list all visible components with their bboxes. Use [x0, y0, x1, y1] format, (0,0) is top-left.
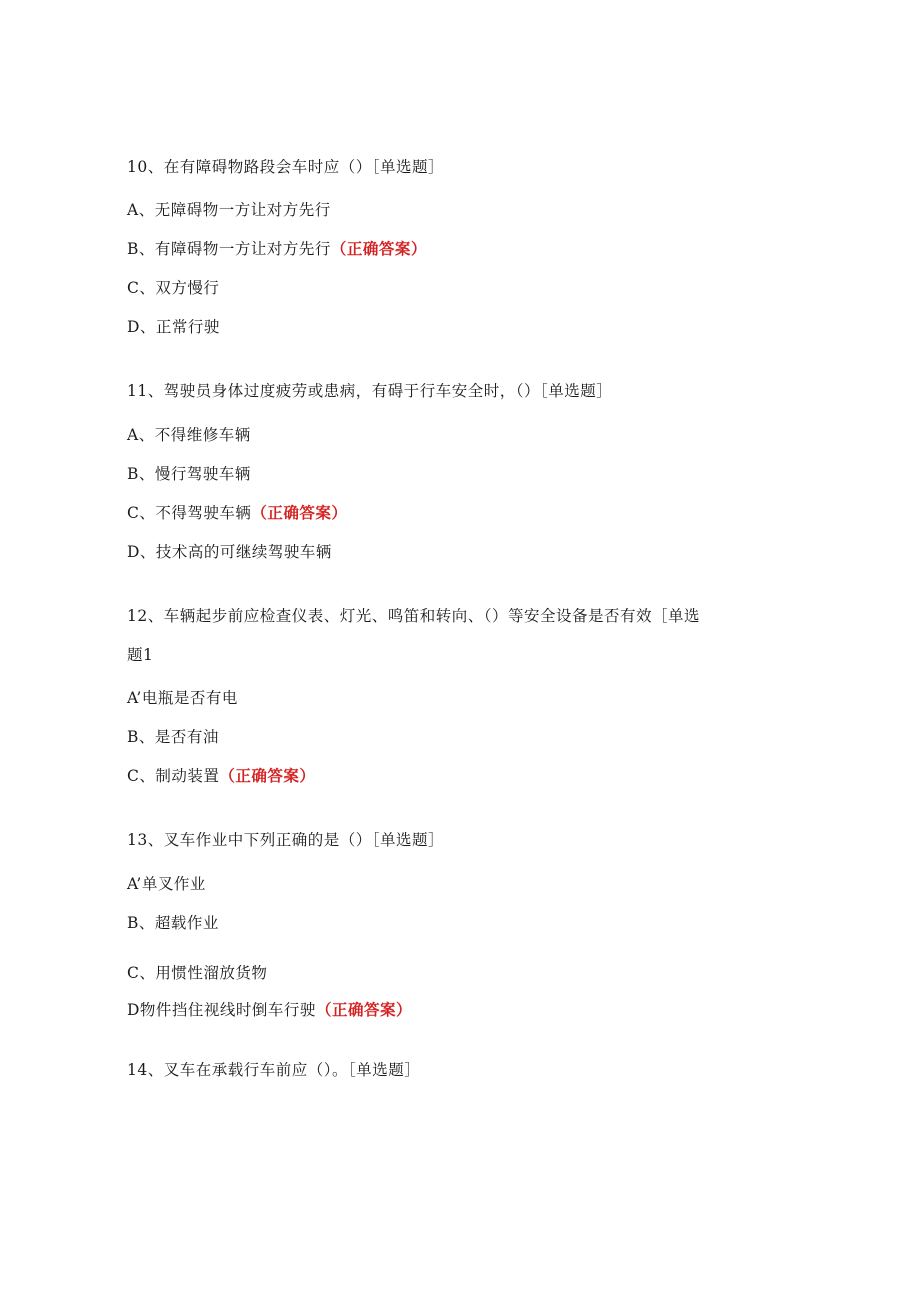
option: A’电瓶是否有电 — [127, 689, 238, 707]
question-stem: 14、叉车在承载行车前应（）。［单选题］ — [127, 1061, 421, 1079]
option-correct — [127, 1000, 412, 1020]
question-stem: 11、驾驶员身体过度疲劳或患病，有碍于行车安全时，（）［单选题］ — [127, 382, 613, 400]
option: D、正常行驶 — [127, 318, 220, 336]
question-stem-continuation: 题1 — [127, 646, 154, 664]
correct-answer-label: （正确答案） — [330, 240, 427, 258]
option: B、超载作业 — [127, 914, 219, 932]
option: B、慢行驾驶车辆 — [127, 465, 251, 483]
question-stem: 13、叉车作业中下列正确的是（）［单选题］ — [127, 831, 444, 849]
option: C、用惯性溜放货物 — [127, 964, 268, 982]
option: D、技术高的可继续驾驶车辆 — [127, 543, 332, 561]
question-stem: 12、车辆起步前应检查仪表、灯光、鸣笛和转向、（）等安全设备是否有效［单选 — [127, 607, 700, 625]
option: A’单叉作业 — [127, 875, 206, 893]
option-text: D物件挡住视线时倒车行驶 — [127, 1001, 316, 1019]
option-correct — [127, 766, 315, 786]
correct-answer-label: （正确答案） — [219, 767, 316, 785]
correct-answer-label: （正确答案） — [315, 1001, 412, 1019]
correct-answer-label: （正确答案） — [251, 504, 348, 522]
option: A、无障碍物一方让对方先行 — [127, 201, 331, 219]
option-text: C、制动装置 — [127, 767, 220, 785]
option: B、是否有油 — [127, 728, 219, 746]
option: A、不得维修车辆 — [127, 426, 251, 444]
option-text: B、有障碍物一方让对方先行 — [127, 240, 331, 258]
option-correct — [127, 503, 347, 523]
option: C、双方慢行 — [127, 279, 220, 297]
option-correct — [127, 239, 427, 259]
question-stem: 10、在有障碍物路段会车时应（）［单选题］ — [127, 158, 444, 176]
option-text: C、不得驾驶车辆 — [127, 504, 252, 522]
